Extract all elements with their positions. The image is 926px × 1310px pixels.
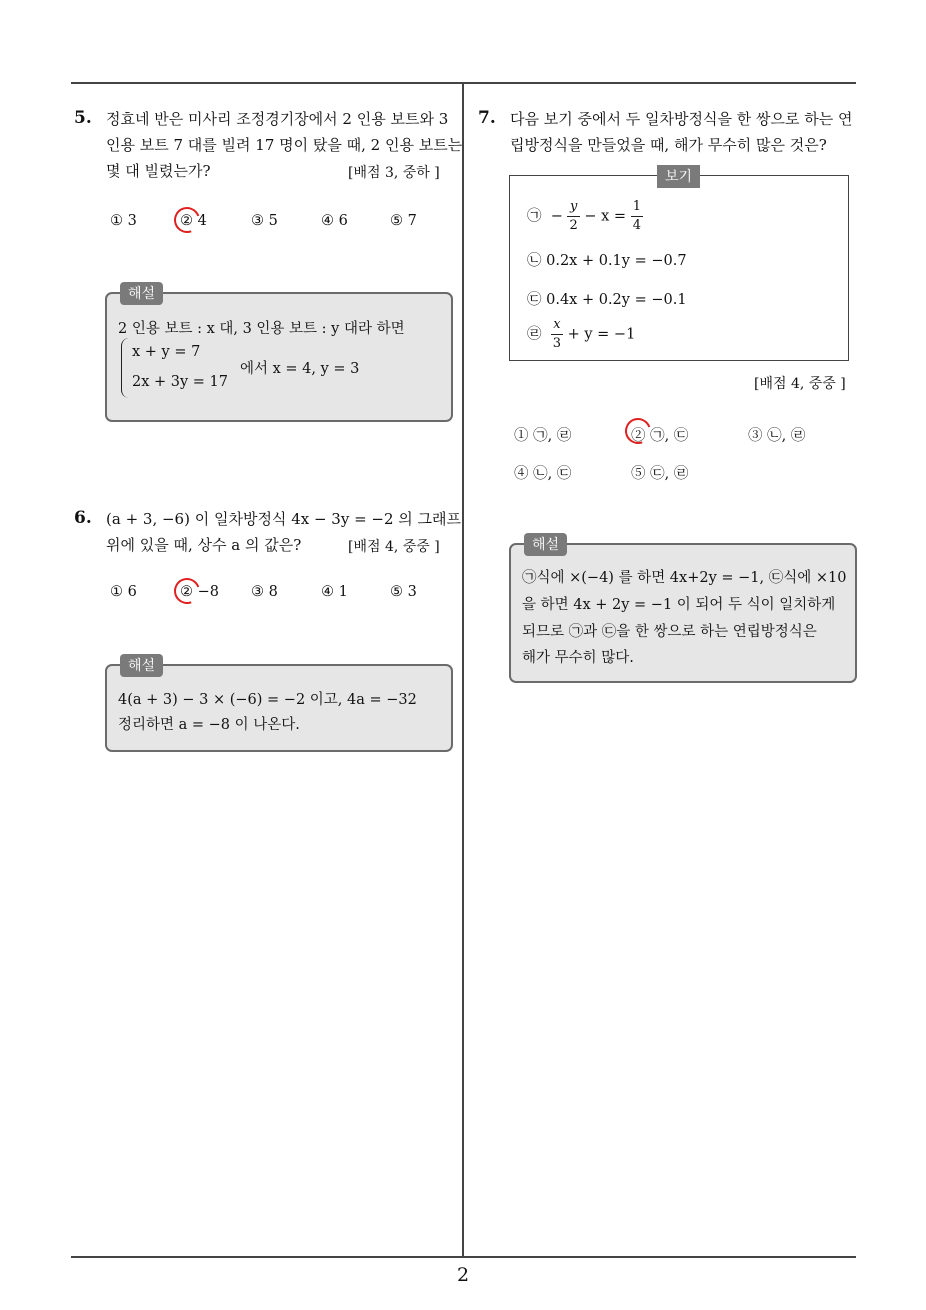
q7-item1-num: y <box>569 199 578 214</box>
q6-solution-line1: 4(a + 3) − 3 × (−6) = −2 이고, 4a = −32 <box>118 692 417 708</box>
q7-solution-line4: 해가 무수히 많다. <box>522 650 634 666</box>
q7-bogi-item4 <box>527 318 635 351</box>
column-divider <box>462 83 464 1257</box>
q6-number: 6. <box>74 508 92 528</box>
q7-option-1[interactable]: ① ㉠, ㉣ <box>514 428 572 444</box>
q7-text <box>510 106 852 158</box>
q7-item4-den: 3 <box>552 336 561 351</box>
q7-bogi-item3: ㉢ 0.4x + 0.2y = −0.1 <box>527 292 687 308</box>
q7-solution-line3: 되므로 ㉠과 ㉢을 한 쌍으로 하는 연립방정식은 <box>522 624 817 640</box>
q7-solution-label: 해설 <box>524 533 567 556</box>
q7-bogi-item2: ㉡ 0.2x + 0.1y = −0.7 <box>527 253 687 269</box>
q7-option-5[interactable]: ⑤ ㉢, ㉣ <box>631 466 689 482</box>
q5-line2: 인용 보트 7 대를 빌려 17 명이 탔을 때, 2 인용 보트는 <box>106 136 463 154</box>
answer-mark-icon <box>170 574 205 609</box>
q6-option-5[interactable]: ⑤ 3 <box>390 584 417 600</box>
q6-option-1[interactable]: ① 6 <box>110 584 137 600</box>
q5-option-1[interactable]: ① 3 <box>110 213 137 229</box>
page-number: 2 <box>456 1264 470 1286</box>
q7-item1-mid: − x = <box>584 208 627 225</box>
q7-solution-line2: 을 하면 4x + 2y = −1 이 되어 두 식이 일치하게 <box>522 597 836 613</box>
q5-solution-line1: 2 인용 보트 : x 대, 3 인용 보트 : y 대라 하면 <box>118 321 405 337</box>
brace-icon <box>121 338 130 398</box>
q5-score: [배점 3, 중하 ] <box>348 165 440 181</box>
q7-item1-minus: − <box>550 208 563 225</box>
q7-option-2[interactable]: ② ㉠, ㉢ <box>631 428 689 444</box>
q6-solution-line2: 정리하면 a = −8 이 나온다. <box>118 717 300 733</box>
q7-item1-rnum: 1 <box>631 200 643 217</box>
q7-item4-mark: ㉣ <box>527 326 542 343</box>
q5-option-3[interactable]: ③ 5 <box>251 213 278 229</box>
q5-solution-label: 해설 <box>120 282 163 305</box>
q6-option-2[interactable]: ② −8 <box>180 584 219 600</box>
q5-number: 5. <box>74 108 92 128</box>
q7-bogi-item1 <box>527 200 643 233</box>
q7-number: 7. <box>478 108 496 128</box>
q5-option-2[interactable]: ② 4 <box>180 213 207 229</box>
q7-line1: 다음 보기 중에서 두 일차방정식을 한 쌍으로 하는 연 <box>510 110 853 128</box>
q5-solution-eq2: 2x + 3y = 17 <box>132 374 229 390</box>
q5-line1: 정효네 반은 미사리 조정경기장에서 2 인용 보트와 3 <box>106 110 449 128</box>
bottom-rule <box>71 1256 856 1258</box>
q7-solution-line1: ㉠식에 ×(−4) 를 하면 4x+2y = −1, ㉢식에 ×10 <box>522 570 847 586</box>
q7-item1-rden: 4 <box>632 218 641 233</box>
q6-option-4[interactable]: ④ 1 <box>321 584 348 600</box>
q5-option-5[interactable]: ⑤ 7 <box>390 213 417 229</box>
q7-item4-fraction <box>551 318 563 351</box>
q7-option-4[interactable]: ④ ㉡, ㉢ <box>514 466 572 482</box>
q7-item1-fraction <box>567 200 579 233</box>
top-rule <box>71 82 856 84</box>
q5-solution-eq1: x + y = 7 <box>132 344 201 360</box>
q7-bogi-label: 보기 <box>657 165 700 188</box>
q7-item1-den: 2 <box>569 218 578 233</box>
q7-item1-mark: ㉠ <box>527 208 542 225</box>
q5-solution-result: 에서 x = 4, y = 3 <box>240 361 360 377</box>
q7-score: [배점 4, 중중 ] <box>754 376 846 392</box>
q5-line3: 몇 대 빌렸는가? <box>106 162 211 180</box>
q6-option-3[interactable]: ③ 8 <box>251 584 278 600</box>
q7-item4-num: x <box>553 317 561 332</box>
q6-line2: 위에 있을 때, 상수 a 의 값은? <box>106 536 302 554</box>
q6-line1: (a + 3, −6) 이 일차방정식 4x − 3y = −2 의 그래프 <box>106 510 462 528</box>
q7-option-3[interactable]: ③ ㉡, ㉣ <box>748 428 806 444</box>
q7-item4-rest: + y = −1 <box>567 326 636 343</box>
q5-option-4[interactable]: ④ 6 <box>321 213 348 229</box>
q6-solution-label: 해설 <box>120 654 163 677</box>
q7-line2: 립방정식을 만들었을 때, 해가 무수히 많은 것은? <box>510 136 827 154</box>
q6-score: [배점 4, 중중 ] <box>348 539 440 555</box>
answer-mark-icon <box>170 203 205 238</box>
q7-item1-rhs-fraction <box>631 200 643 233</box>
